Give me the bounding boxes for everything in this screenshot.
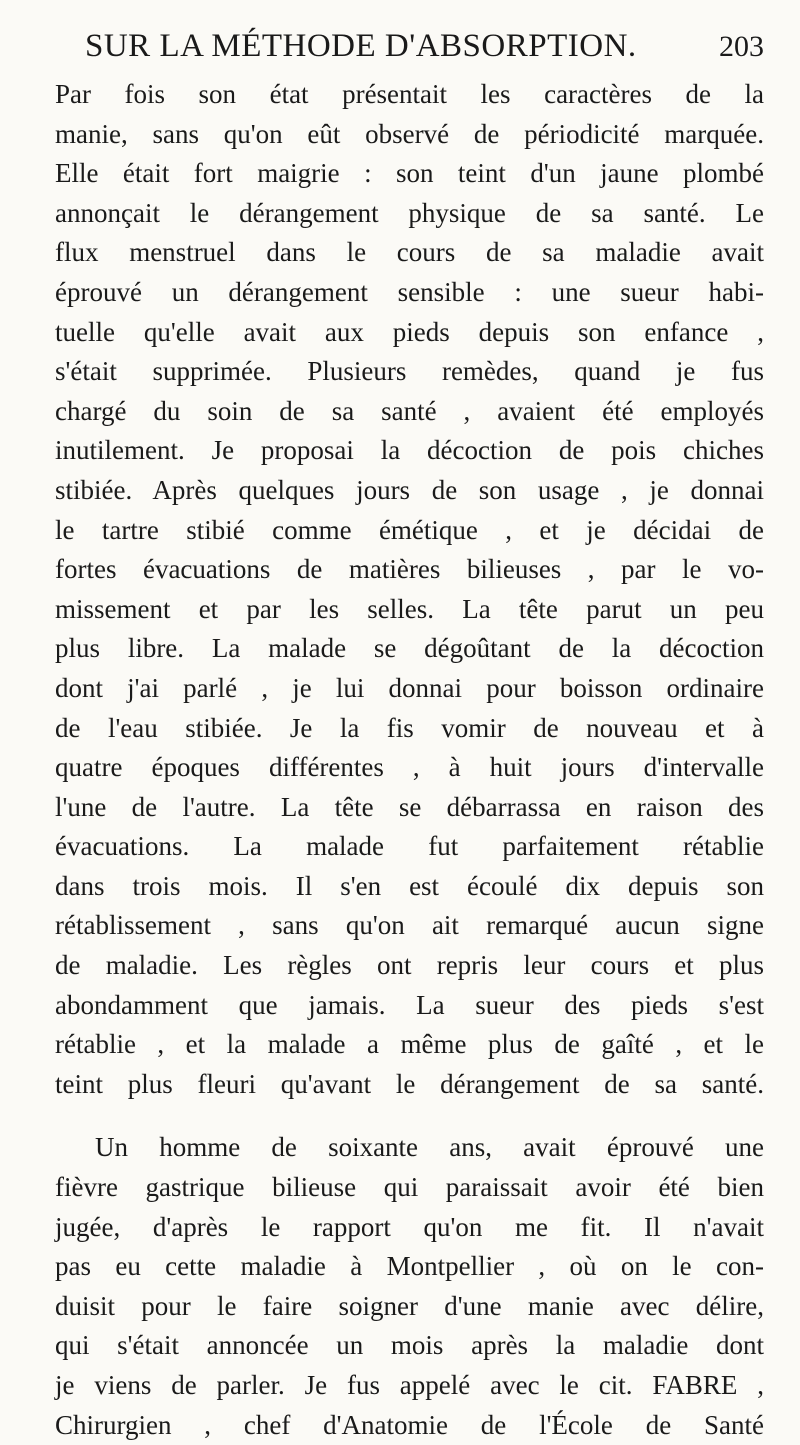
- text-line: évacuations. La malade fut parfaitement rétablie: [55, 831, 764, 862]
- text-line: s'était supprimée. Plusieurs remèdes, quand je fus: [55, 356, 764, 387]
- text-line: Par fois son état présentait les caractères de la: [55, 79, 764, 109]
- text-line: missement et par les selles. La tête parut un peu: [55, 593, 764, 624]
- running-head: [55, 28, 764, 65]
- text-line: stibiée. Après quelques jours de son usage , je donnai: [55, 474, 764, 505]
- text-line: qui s'était annoncée un mois après la maladie dont: [55, 1330, 764, 1361]
- text-line: de l'eau stibiée. Je la fis vomir de nouveau et à: [55, 712, 764, 743]
- text-line: tuelle qu'elle avait aux pieds depuis son enfance ,: [55, 316, 764, 347]
- text-line: teint plus fleuri qu'avant le dérangement de sa santé.: [55, 1068, 764, 1099]
- paragraph-1: [55, 75, 764, 1104]
- text-line: je viens de parler. Je fus appelé avec le cit. FABRE ,: [55, 1370, 764, 1400]
- text-line: Elle était fort maigrie : son teint d'un jaune plombé: [55, 158, 764, 189]
- text-line: plus libre. La malade se dégoûtant de la décoction: [55, 633, 764, 664]
- page-number: 203: [719, 30, 764, 63]
- text-line: manie, sans qu'on eût observé de périodicité marquée.: [55, 118, 764, 149]
- text-line: dont j'ai parlé , je lui donnai pour boisson ordinaire: [55, 672, 764, 703]
- text-line: Chirurgien , chef d'Anatomie de l'École de Santé: [55, 1409, 764, 1440]
- text-line: annonçait le dérangement physique de sa santé. Le: [55, 197, 764, 228]
- text-line: chargé du soin de sa santé , avaient été employés: [55, 395, 764, 426]
- text-line: jugée, d'après le rapport qu'on me fit. Il n'avait: [55, 1211, 764, 1242]
- text-line: quatre époques différentes , à huit jours d'intervalle: [55, 752, 764, 783]
- text-line: fièvre gastrique bilieuse qui paraissait avoir été bien: [55, 1172, 764, 1203]
- text-line: l'une de l'autre. La tête se débarrassa en raison des: [55, 791, 764, 822]
- text-line: de maladie. Les règles ont repris leur cours et plus: [55, 950, 764, 981]
- text-line: le tartre stibié comme émétique , et je décidai de: [55, 514, 764, 545]
- text-line: flux menstruel dans le cours de sa maladie avait: [55, 237, 764, 268]
- text-line: rétablie , et la malade a même plus de gaîté , et le: [55, 1029, 764, 1060]
- text-line: rétablissement , sans qu'on ait remarqué aucun signe: [55, 910, 764, 941]
- text-line: pas eu cette maladie à Montpellier , où on le con-: [55, 1251, 764, 1282]
- text-line: duisit pour le faire soigner d'une manie avec délire,: [55, 1290, 764, 1321]
- paragraph-2: [55, 1128, 764, 1445]
- text-line: dans trois mois. Il s'en est écoulé dix depuis son: [55, 870, 764, 901]
- text-line: éprouvé un dérangement sensible : une sueur habi-: [55, 276, 764, 307]
- text-line: abondamment que jamais. La sueur des pieds s'est: [55, 989, 764, 1020]
- text-line: fortes évacuations de matières bilieuses , par le vo-: [55, 554, 764, 585]
- running-title: SUR LA MÉTHODE D'ABSORPTION.: [85, 28, 637, 64]
- text-line: inutilement. Je proposai la décoction de pois chiches: [55, 435, 764, 466]
- text-line: Un homme de soixante ans, avait éprouvé une: [95, 1132, 764, 1163]
